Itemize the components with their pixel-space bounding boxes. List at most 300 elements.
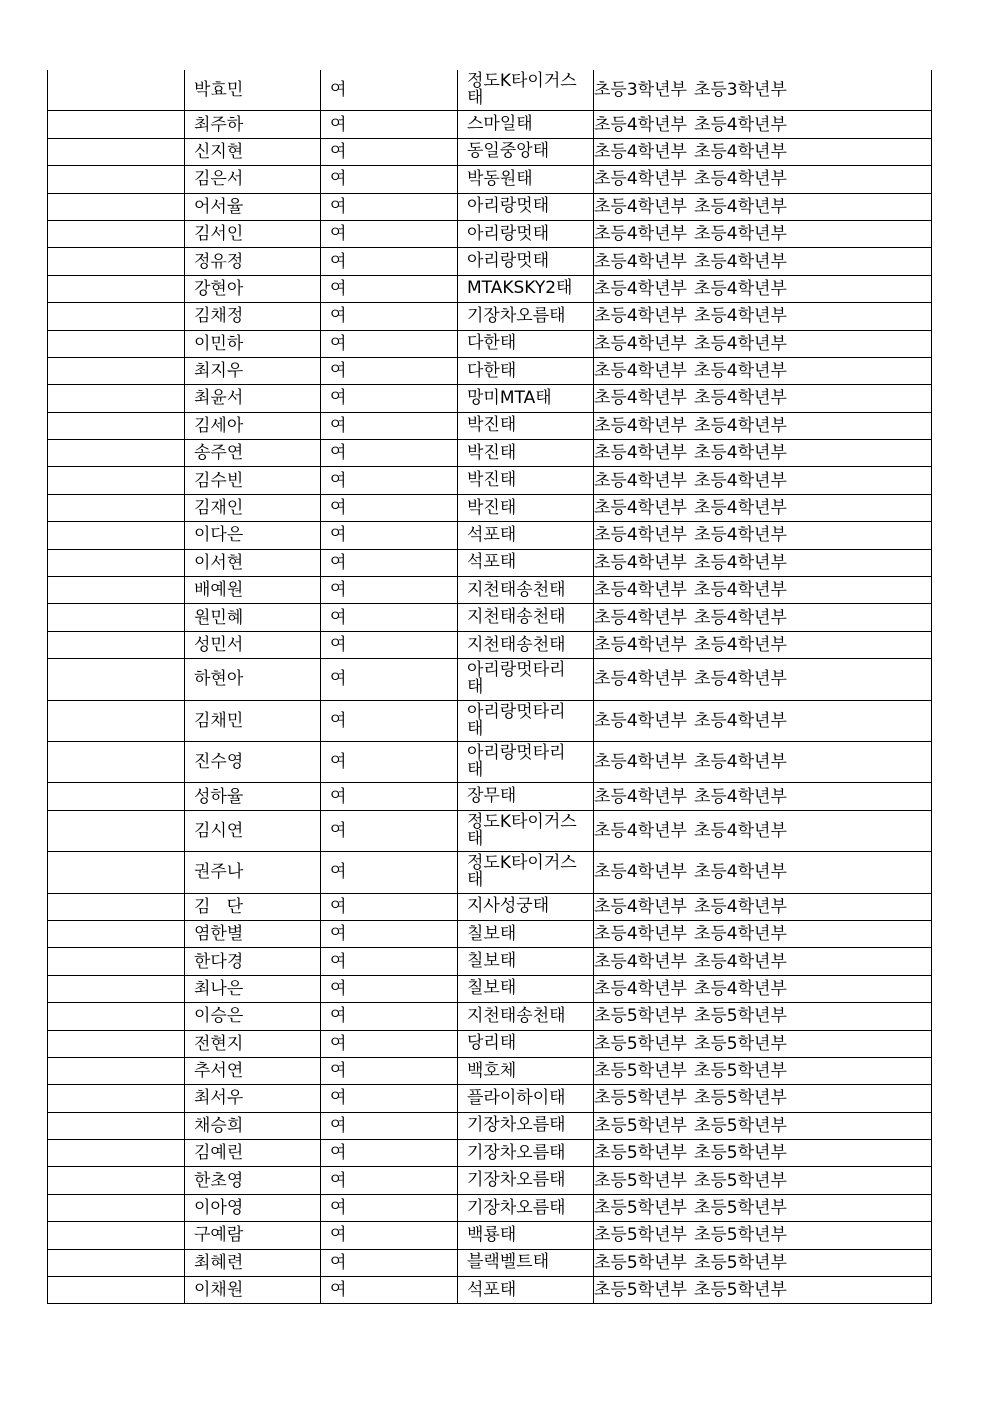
name-text: 추서연 <box>194 1061 244 1082</box>
name-text: 김채민 <box>194 710 244 731</box>
club-cell <box>458 138 594 165</box>
gender-cell <box>321 275 458 302</box>
club-text: 당리태 <box>467 1033 517 1054</box>
club-cell <box>458 193 594 220</box>
gender-cell <box>321 385 458 412</box>
name-text: 최나은 <box>194 978 244 999</box>
gender-cell <box>321 220 458 247</box>
division-text: 초등4학년부 <box>693 470 787 491</box>
table-row <box>48 577 932 604</box>
name-text: 어서율 <box>194 196 244 217</box>
gender-text: 여 <box>330 1198 347 1219</box>
club-text: 블랙벨트태 <box>467 1252 550 1273</box>
row-blank-cell <box>48 467 185 494</box>
gender-text: 여 <box>330 669 347 690</box>
division-text: 초등4학년부 <box>693 525 787 546</box>
club-cell <box>458 248 594 275</box>
name-cell <box>185 440 321 467</box>
division-text: 초등4학년부 <box>693 415 787 436</box>
club-text: 정도K타이거스태 <box>467 811 577 849</box>
gender-cell <box>321 659 458 700</box>
division-text: 초등4학년부 <box>693 635 787 655</box>
name-text: 성민서 <box>194 635 244 655</box>
gender-text: 여 <box>330 80 347 101</box>
club-text: 정도K타이거스태 <box>467 71 577 109</box>
club-text: 기장차오름태 <box>467 1197 566 1218</box>
name-cell <box>185 549 321 576</box>
club-cell <box>458 494 594 521</box>
club-text: 지천태송천태 <box>467 1005 566 1026</box>
name-cell <box>185 1167 321 1194</box>
table-row <box>48 1112 932 1139</box>
division-text: 초등5학년부 <box>594 1280 687 1301</box>
gender-text: 여 <box>330 924 347 945</box>
division-text: 초등4학년부 <box>594 224 687 245</box>
division-text: 초등4학년부 <box>693 978 787 999</box>
gender-cell <box>321 577 458 604</box>
division-text: 초등3학년부 <box>693 80 787 101</box>
name-cell <box>185 1003 321 1030</box>
name-cell <box>185 385 321 412</box>
name-text: 김 단 <box>194 896 244 917</box>
club-text: 아리랑멋타리태 <box>467 660 566 698</box>
table-row <box>48 604 932 631</box>
division-text: 초등4학년부 <box>594 710 687 731</box>
division-cell <box>594 412 932 439</box>
club-cell <box>458 741 594 782</box>
table-row <box>48 700 932 741</box>
division-cell <box>594 220 932 247</box>
row-blank-cell <box>48 659 185 700</box>
club-cell <box>458 412 594 439</box>
table-row <box>48 1167 932 1194</box>
gender-cell <box>321 631 458 658</box>
club-cell <box>458 111 594 138</box>
club-cell <box>458 852 594 893</box>
row-blank-cell <box>48 522 185 549</box>
club-text: 동일중앙태 <box>467 141 550 162</box>
gender-cell <box>321 920 458 947</box>
club-text: 장무태 <box>467 786 517 807</box>
name-text: 권주나 <box>194 862 244 883</box>
row-blank-cell <box>48 852 185 893</box>
gender-text: 여 <box>330 710 347 731</box>
division-text: 초등4학년부 <box>693 306 787 327</box>
club-text: 석포태 <box>467 552 517 573</box>
club-cell <box>458 920 594 947</box>
division-cell <box>594 1085 932 1112</box>
division-text: 초등5학년부 <box>693 1225 787 1246</box>
gender-text: 여 <box>330 443 347 464</box>
gender-text: 여 <box>330 786 347 807</box>
table-row <box>48 741 932 782</box>
name-cell <box>185 1194 321 1221</box>
name-text: 최지우 <box>194 361 244 382</box>
division-text: 초등4학년부 <box>594 820 687 841</box>
division-text: 초등5학년부 <box>594 1143 687 1164</box>
club-text: 기장차오름태 <box>467 1142 566 1163</box>
division-text: 초등4학년부 <box>594 361 687 382</box>
club-cell <box>458 1112 594 1139</box>
club-text: 플라이하이태 <box>467 1087 566 1108</box>
club-cell <box>458 1030 594 1057</box>
name-cell <box>185 330 321 357</box>
division-cell <box>594 1003 932 1030</box>
club-text: 박진태 <box>467 497 517 518</box>
name-text: 구예람 <box>194 1225 244 1246</box>
division-cell <box>594 1140 932 1167</box>
row-blank-cell <box>48 700 185 741</box>
club-text: 박동원태 <box>467 168 533 189</box>
club-cell <box>458 330 594 357</box>
division-text: 초등4학년부 <box>693 669 787 690</box>
table-row <box>48 920 932 947</box>
division-cell <box>594 577 932 604</box>
club-text: 아리랑멋타리태 <box>467 743 566 781</box>
club-cell <box>458 1222 594 1249</box>
division-cell <box>594 1249 932 1276</box>
gender-text: 여 <box>330 1115 347 1136</box>
row-blank-cell <box>48 1030 185 1057</box>
gender-text: 여 <box>330 196 347 217</box>
table-row <box>48 275 932 302</box>
row-blank-cell <box>48 1085 185 1112</box>
name-text: 김은서 <box>194 169 244 190</box>
division-text: 초등5학년부 <box>693 1170 787 1191</box>
gender-cell <box>321 1112 458 1139</box>
division-cell <box>594 852 932 893</box>
division-text: 초등4학년부 <box>594 525 687 546</box>
name-cell <box>185 303 321 330</box>
division-text: 초등5학년부 <box>693 1088 787 1109</box>
club-text: MTAKSKY2태 <box>467 278 573 299</box>
gender-text: 여 <box>330 896 347 917</box>
club-cell <box>458 1249 594 1276</box>
name-text: 최혜련 <box>194 1252 244 1273</box>
division-cell <box>594 659 932 700</box>
name-cell <box>185 357 321 384</box>
gender-cell <box>321 494 458 521</box>
name-text: 성하율 <box>194 786 244 807</box>
gender-cell <box>321 111 458 138</box>
division-cell <box>594 494 932 521</box>
club-text: 정도K타이거스태 <box>467 853 577 891</box>
gender-text: 여 <box>330 580 347 601</box>
name-cell <box>185 138 321 165</box>
gender-cell <box>321 412 458 439</box>
name-cell <box>185 783 321 810</box>
gender-cell <box>321 303 458 330</box>
row-blank-cell <box>48 385 185 412</box>
table-row <box>48 494 932 521</box>
division-cell <box>594 893 932 920</box>
table-row <box>48 357 932 384</box>
gender-cell <box>321 440 458 467</box>
name-text: 이승은 <box>194 1006 244 1027</box>
gender-cell <box>321 1167 458 1194</box>
division-text: 초등4학년부 <box>693 752 787 773</box>
division-cell <box>594 522 932 549</box>
club-cell <box>458 385 594 412</box>
division-cell <box>594 1030 932 1057</box>
row-blank-cell <box>48 810 185 851</box>
club-text: 아리랑멋태 <box>467 251 550 272</box>
division-cell <box>594 741 932 782</box>
club-cell <box>458 275 594 302</box>
division-text: 초등4학년부 <box>693 580 787 601</box>
name-text: 김예린 <box>194 1143 244 1164</box>
gender-text: 여 <box>330 169 347 190</box>
division-text: 초등5학년부 <box>594 1170 687 1191</box>
gender-text: 여 <box>330 470 347 491</box>
row-blank-cell <box>48 1167 185 1194</box>
gender-cell <box>321 1222 458 1249</box>
name-cell <box>185 1140 321 1167</box>
name-cell <box>185 948 321 975</box>
row-blank-cell <box>48 1277 185 1304</box>
division-text: 초등4학년부 <box>594 951 687 972</box>
gender-cell <box>321 810 458 851</box>
table-row <box>48 70 932 111</box>
club-cell <box>458 1085 594 1112</box>
division-text: 초등4학년부 <box>693 196 787 217</box>
club-text: 기장차오름태 <box>467 1170 566 1191</box>
row-blank-cell <box>48 948 185 975</box>
division-text: 초등4학년부 <box>594 169 687 190</box>
entry-list-sheet <box>47 70 931 1304</box>
name-cell <box>185 1057 321 1084</box>
club-cell <box>458 1277 594 1304</box>
table-row <box>48 631 932 658</box>
gender-text: 여 <box>330 978 347 999</box>
name-cell <box>185 111 321 138</box>
table-row <box>48 783 932 810</box>
division-text: 초등4학년부 <box>594 498 687 519</box>
name-cell <box>185 494 321 521</box>
row-blank-cell <box>48 1222 185 1249</box>
row-blank-cell <box>48 330 185 357</box>
gender-cell <box>321 948 458 975</box>
name-text: 하현아 <box>194 669 244 690</box>
division-text: 초등4학년부 <box>594 896 687 917</box>
table-row <box>48 1222 932 1249</box>
club-text: 아리랑멋타리태 <box>467 701 566 739</box>
division-text: 초등5학년부 <box>693 1252 787 1273</box>
gender-cell <box>321 1277 458 1304</box>
gender-cell <box>321 852 458 893</box>
division-text: 초등4학년부 <box>693 443 787 464</box>
gender-cell <box>321 1085 458 1112</box>
division-text: 초등4학년부 <box>594 752 687 773</box>
division-text: 초등4학년부 <box>693 786 787 807</box>
club-text: 기장차오름태 <box>467 305 566 326</box>
table-row <box>48 893 932 920</box>
name-text: 한다경 <box>194 951 244 972</box>
name-text: 이민하 <box>194 333 244 354</box>
gender-text: 여 <box>330 251 347 272</box>
division-text: 초등4학년부 <box>693 141 787 162</box>
table-row <box>48 440 932 467</box>
club-cell <box>458 522 594 549</box>
club-text: 백룡태 <box>467 1224 517 1245</box>
division-text: 초등4학년부 <box>594 415 687 436</box>
row-blank-cell <box>48 631 185 658</box>
name-cell <box>185 810 321 851</box>
gender-text: 여 <box>330 224 347 245</box>
gender-text: 여 <box>330 1061 347 1082</box>
name-text: 채승희 <box>194 1115 244 1136</box>
row-blank-cell <box>48 1194 185 1221</box>
name-cell <box>185 1249 321 1276</box>
division-text: 초등5학년부 <box>594 1252 687 1273</box>
division-cell <box>594 1194 932 1221</box>
gender-cell <box>321 700 458 741</box>
row-blank-cell <box>48 440 185 467</box>
table-row <box>48 1277 932 1304</box>
club-cell <box>458 220 594 247</box>
division-text: 초등4학년부 <box>693 169 787 190</box>
division-text: 초등5학년부 <box>594 1033 687 1054</box>
gender-cell <box>321 357 458 384</box>
row-blank-cell <box>48 1249 185 1276</box>
name-cell <box>185 1222 321 1249</box>
table-row <box>48 467 932 494</box>
gender-cell <box>321 1140 458 1167</box>
gender-text: 여 <box>330 278 347 299</box>
club-text: 다한태 <box>467 360 517 381</box>
division-cell <box>594 604 932 631</box>
club-text: 박진태 <box>467 470 517 491</box>
gender-cell <box>321 138 458 165</box>
division-text: 초등3학년부 <box>594 80 687 101</box>
name-text: 염한별 <box>194 924 244 945</box>
club-text: 기장차오름태 <box>467 1115 566 1136</box>
table-row <box>48 852 932 893</box>
gender-text: 여 <box>330 862 347 883</box>
division-text: 초등4학년부 <box>594 141 687 162</box>
table-row <box>48 303 932 330</box>
gender-cell <box>321 1194 458 1221</box>
gender-text: 여 <box>330 1170 347 1191</box>
club-cell <box>458 166 594 193</box>
division-text: 초등4학년부 <box>594 607 687 628</box>
division-text: 초등5학년부 <box>693 1061 787 1082</box>
division-text: 초등4학년부 <box>594 924 687 945</box>
name-text: 정유정 <box>194 251 244 272</box>
club-text: 지천태송천태 <box>467 579 566 600</box>
name-text: 김시연 <box>194 820 244 841</box>
gender-cell <box>321 783 458 810</box>
division-text: 초등4학년부 <box>693 896 787 917</box>
division-text: 초등4학년부 <box>693 862 787 883</box>
table-row <box>48 220 932 247</box>
table-row <box>48 111 932 138</box>
gender-text: 여 <box>330 1033 347 1054</box>
club-text: 지사성궁태 <box>467 896 550 917</box>
name-cell <box>185 1030 321 1057</box>
gender-cell <box>321 975 458 1002</box>
row-blank-cell <box>48 1112 185 1139</box>
gender-cell <box>321 893 458 920</box>
table-row <box>48 659 932 700</box>
club-cell <box>458 700 594 741</box>
row-blank-cell <box>48 220 185 247</box>
row-blank-cell <box>48 975 185 1002</box>
club-cell <box>458 659 594 700</box>
division-text: 초등5학년부 <box>594 1225 687 1246</box>
club-text: 칠보태 <box>467 923 517 944</box>
division-text: 초등4학년부 <box>693 820 787 841</box>
name-text: 김서인 <box>194 224 244 245</box>
gender-cell <box>321 166 458 193</box>
row-blank-cell <box>48 1003 185 1030</box>
club-text: 아리랑멋태 <box>467 223 550 244</box>
name-cell <box>185 577 321 604</box>
club-cell <box>458 467 594 494</box>
name-text: 강현아 <box>194 278 244 299</box>
division-text: 초등5학년부 <box>693 1115 787 1136</box>
club-cell <box>458 893 594 920</box>
gender-cell <box>321 1003 458 1030</box>
division-text: 초등4학년부 <box>693 498 787 519</box>
gender-text: 여 <box>330 1006 347 1027</box>
division-cell <box>594 810 932 851</box>
table-row <box>48 1030 932 1057</box>
gender-cell <box>321 1030 458 1057</box>
table-row <box>48 1057 932 1084</box>
name-text: 이채원 <box>194 1280 244 1301</box>
name-text: 최윤서 <box>194 388 244 409</box>
gender-cell <box>321 467 458 494</box>
gender-text: 여 <box>330 498 347 519</box>
club-text: 석포태 <box>467 1279 517 1300</box>
club-cell <box>458 948 594 975</box>
division-text: 초등4학년부 <box>693 951 787 972</box>
entry-table-body <box>48 70 932 1304</box>
club-text: 박진태 <box>467 442 517 463</box>
gender-cell <box>321 248 458 275</box>
name-cell <box>185 852 321 893</box>
division-text: 초등4학년부 <box>594 635 687 655</box>
table-row <box>48 166 932 193</box>
club-cell <box>458 975 594 1002</box>
club-text: 칠보태 <box>467 978 517 999</box>
division-text: 초등5학년부 <box>594 1006 687 1027</box>
division-cell <box>594 303 932 330</box>
name-text: 김재인 <box>194 498 244 519</box>
name-text: 신지현 <box>194 141 244 162</box>
club-cell <box>458 549 594 576</box>
name-text: 최서우 <box>194 1088 244 1109</box>
row-blank-cell <box>48 549 185 576</box>
name-cell <box>185 975 321 1002</box>
row-blank-cell <box>48 604 185 631</box>
row-blank-cell <box>48 893 185 920</box>
gender-text: 여 <box>330 361 347 382</box>
division-cell <box>594 631 932 658</box>
name-cell <box>185 412 321 439</box>
name-cell <box>185 1277 321 1304</box>
gender-cell <box>321 70 458 111</box>
name-cell <box>185 467 321 494</box>
division-cell <box>594 948 932 975</box>
division-text: 초등4학년부 <box>594 306 687 327</box>
name-cell <box>185 631 321 658</box>
table-row <box>48 522 932 549</box>
row-blank-cell <box>48 138 185 165</box>
gender-text: 여 <box>330 114 347 135</box>
gender-text: 여 <box>330 607 347 628</box>
